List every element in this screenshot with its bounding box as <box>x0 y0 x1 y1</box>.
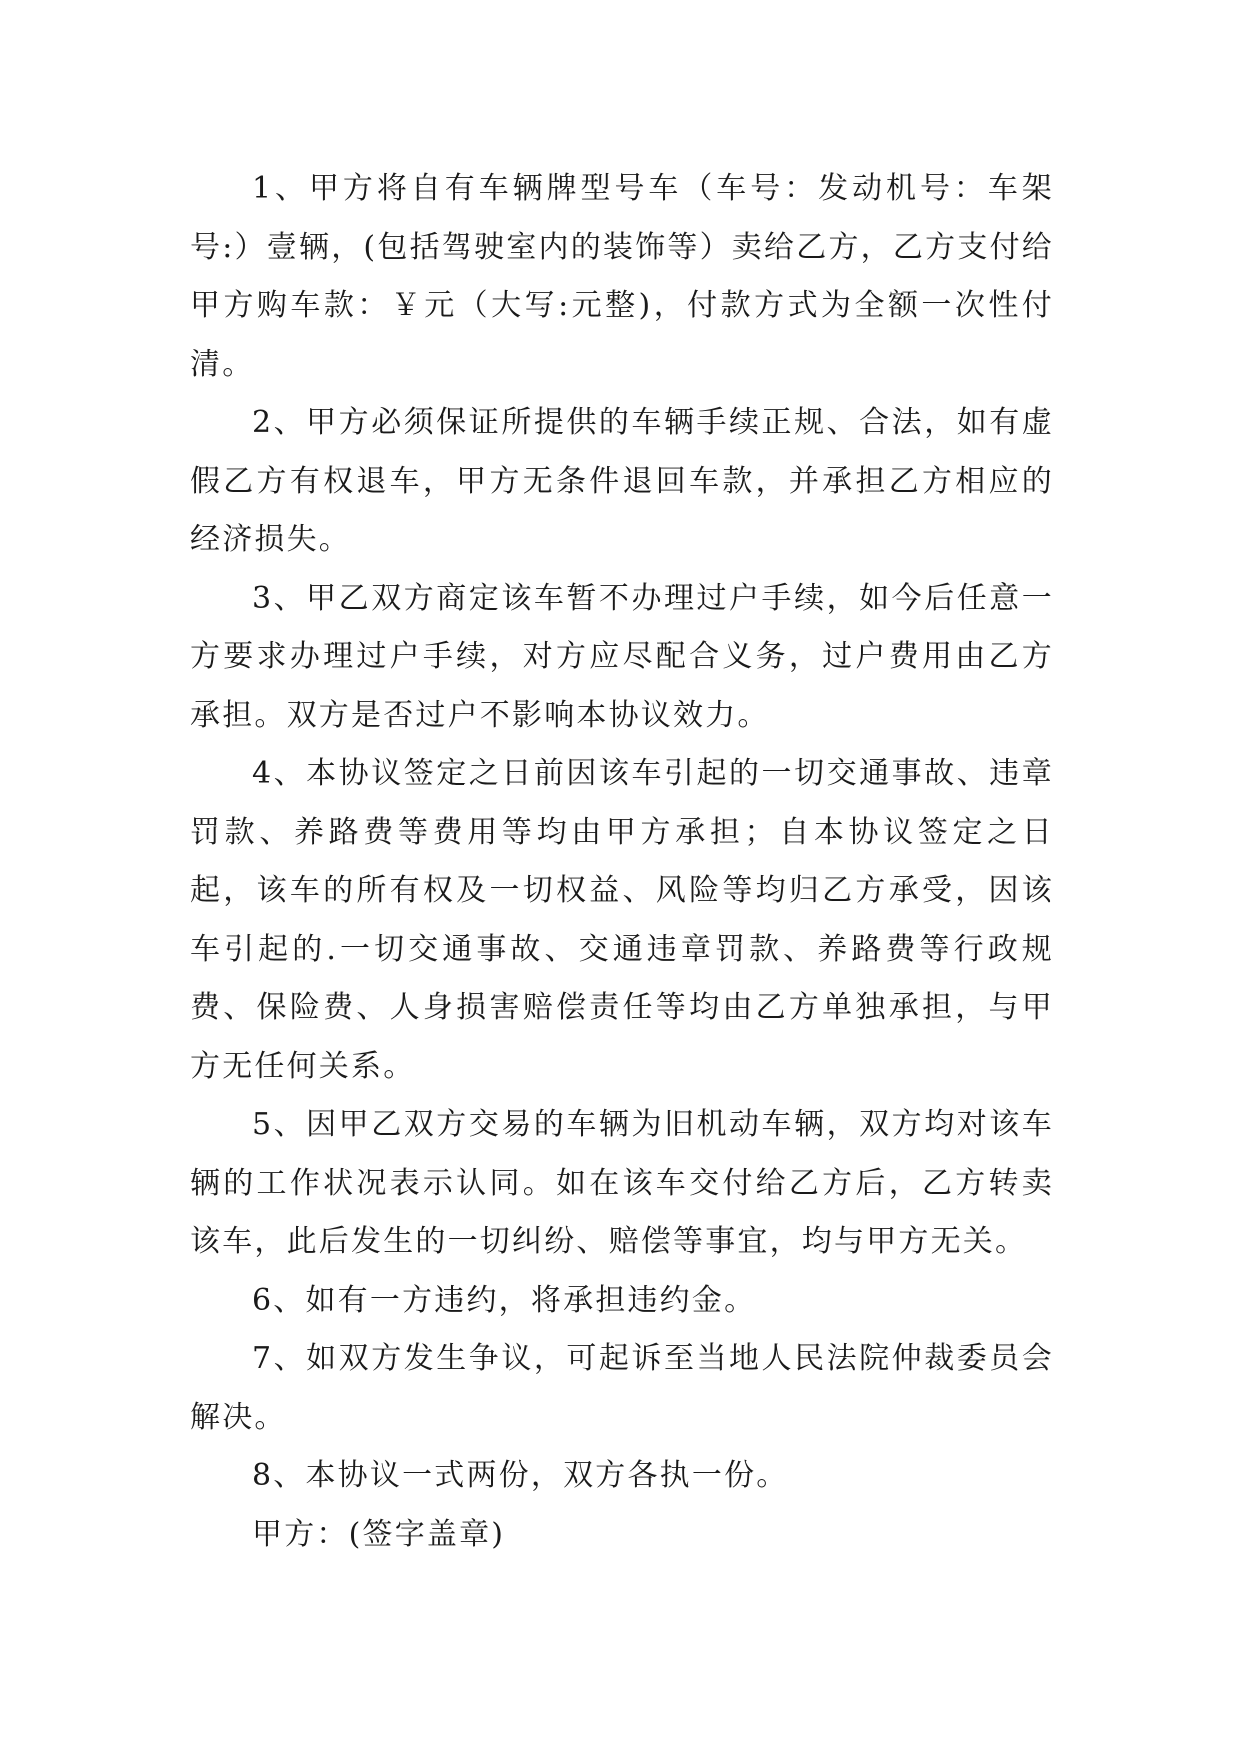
clause-5: 5、因甲乙双方交易的车辆为旧机动车辆，双方均对该车辆的工作状况表示认同。如在该车交付给乙方后，乙方转卖该车，此后发生的一切纠纷、赔偿等事宜，均与甲方无关。 <box>190 1107 1054 1259</box>
clause-7: 7、如双方发生争议，可起诉至当地人民法院仲裁委员会解决。 <box>190 1341 1054 1435</box>
clause-8: 8、本协议一式两份，双方各执一份。 <box>252 1458 789 1493</box>
clause-2: 2、甲方必须保证所提供的车辆手续正规、合法，如有虚假乙方有权退车，甲方无条件退回车款，并承担乙方相应的经济损失。 <box>190 405 1054 557</box>
document-body <box>190 160 1054 1564</box>
clause-4: 4、本协议签定之日前因该车引起的一切交通事故、违章罚款、养路费等费用等均由甲方承担；自本协议签定之日起，该车的所有权及一切权益、风险等均归乙方承受，因该车引起的.一切交通事故、交通违章罚款、养路费等行政规费、保险费、人身损害赔偿责任等均由乙方单独承担，与甲方无任何关系。 <box>190 756 1054 1084</box>
party-a-signature-line: 甲方：(签字盖章) <box>252 1516 506 1552</box>
clause-3: 3、甲乙双方商定该车暂不办理过户手续，如今后任意一方要求办理过户手续，对方应尽配合义务，过户费用由乙方承担。双方是否过户不影响本协议效力。 <box>190 580 1054 733</box>
clause-1: 1、甲方将自有车辆牌型号车（车号：发动机号：车架号:）壹辆，(包括驾驶室内的装饰等）卖给乙方，乙方支付给甲方购车款：￥元（大写:元整)，付款方式为全额一次性付清。 <box>190 171 1054 382</box>
clause-6: 6、如有一方违约，将承担违约金。 <box>252 1282 757 1318</box>
